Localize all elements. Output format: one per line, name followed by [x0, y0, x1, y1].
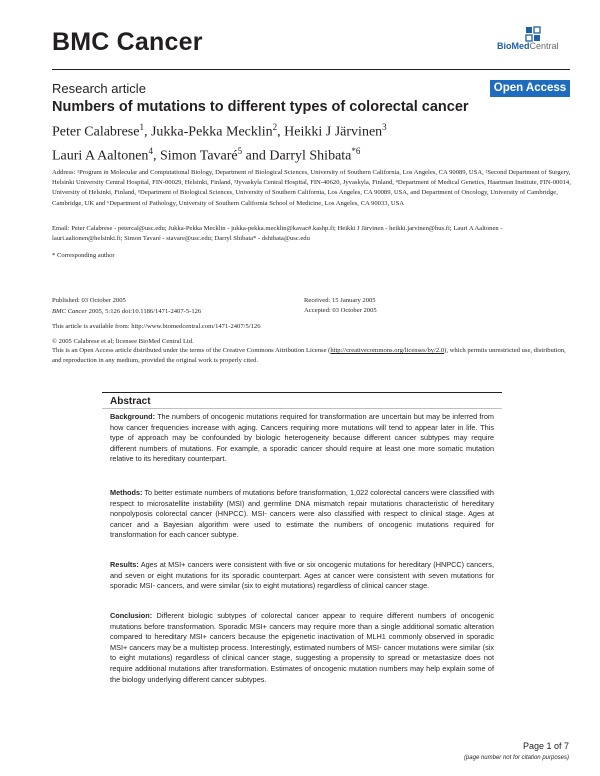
biomed-central-logo-text: BioMedCentral	[497, 41, 559, 51]
abstract-results: Results: Ages at MSI+ cancers were consistent with five or six oncogenic mutations for hereditary (HNPCC) cancers, and seven or eight mutations for its sporadic counterpart. Ages at cancer were consistent with seven mutations for sporadic MSI- cancers, and were similar (six to eight mutations) regardless of clinical cancer stage.	[110, 560, 494, 591]
license-link[interactable]: http://creativecommons.org/licenses/by/2.0	[330, 347, 445, 354]
article-title: Numbers of mutations to different types of colorectal cancer	[52, 99, 469, 115]
citation: BMC Cancer 2005, 5:126 doi:10.1186/1471-2407-5-126	[52, 308, 202, 315]
author-name: Darryl Shibata	[269, 148, 352, 164]
journal-title: BMC Cancer	[52, 28, 203, 56]
biomed-central-logo[interactable]	[497, 26, 569, 54]
author-affiliation: *6	[351, 145, 361, 156]
author-affiliation: 4	[148, 145, 153, 156]
section-label: Conclusion:	[110, 611, 153, 620]
abstract-conclusion: Conclusion: Different biologic subtypes of colorectal cancer appear to require different numbers of oncogenic mutations before transformation. Sporadic MSI+ cancers may require more than a single additional somatic alteration compared to hereditary MSI+ cancers because the epigenetic inactivation of MLH1 commonly observed in sporadic MSI+ cancers may be a multistep process. Interestingly, estimated numbers of MSI- cancer mutations were similar (six to eight mutations) regardless of clinical cancer stage, suggesting a propensity to spread or metastasize does not require additional mutations after transformation. Estimates of oncogenic mutation numbers may help explain some of the biology underlying different cancer subtypes.	[110, 611, 494, 684]
page-number-note: (page number not for citation purposes)	[463, 755, 569, 761]
author-emails[interactable]: Email: Peter Calabrese - petercal@usc.edu; Jukka-Pekka Mecklin - jukka-pekka.mecklin@kavac#.kashp.fi; Heikki J Järvinen - heikki.jarvinen@hus.fi; Lauri A Aaltonen - lauri.aaltonen@helsinki.fi; Simon Tavaré - stavare@usc.edu; Darryl Shibata* - dshibata@usc.edu	[52, 225, 503, 243]
author-affiliation: 1	[139, 122, 144, 132]
abstract-background: Background: The numbers of oncogenic mutations required for transformation are uncertain but may be inferred from how cancer frequencies increase with aging. Cancers requiring more mutations will tend to appear later in life. This type of approach may be confounded by biologic heterogeneity because different cancer subtypes may require different numbers of mutations. For example, a sporadic cancer should require at least one more somatic mutation relative to its hereditary counterpart.	[110, 412, 494, 464]
article-url[interactable]: This article is available from: http://www.biomedcentral.com/1471-2407/5/126	[52, 323, 261, 330]
corresponding-author-note: * Corresponding author	[52, 252, 115, 259]
accepted-date: Accepted: 03 October 2005	[304, 307, 377, 315]
abstract-divider	[102, 408, 502, 409]
author-name: Peter Calabrese	[52, 124, 140, 140]
author-affiliation: 3	[382, 122, 387, 132]
copyright: © 2005 Calabrese et al; licensee BioMed Central Ltd.	[52, 338, 194, 345]
author-name: Jukka-Pekka Mecklin	[150, 124, 273, 140]
author-affiliation: 2	[272, 122, 278, 132]
open-access-badge[interactable]: Open Access	[490, 80, 570, 97]
published-date: Published: 03 October 2005	[52, 297, 126, 304]
author-name: Heikki J Järvinen	[284, 124, 383, 140]
abstract-heading: Abstract	[110, 396, 151, 407]
received-date: Received: 15 January 2005	[304, 297, 376, 304]
author-list	[52, 118, 552, 165]
received-accepted-dates	[304, 296, 377, 316]
license-statement: This is an Open Access article distributed under the terms of the Creative Commons Attribution License (http://creativecommons.org/licenses/by/2.0), which permits unrestricted use, distribution, and reproduction in any medium, provided the original work is properly cited.	[52, 347, 566, 365]
article-type: Research article	[52, 81, 146, 96]
author-affiliation: 5	[237, 145, 243, 156]
section-label: Results:	[110, 560, 139, 569]
author-line-2: Lauri A Aaltonen$^4$, Simon Tavaré$^5$ and Darryl Shibata$^{*6}$	[52, 145, 361, 164]
section-label: Methods:	[110, 488, 143, 497]
biomed-central-logo-icon	[525, 26, 541, 42]
author-name: Simon Tavaré	[159, 148, 238, 164]
author-line-1: Peter Calabrese$^1$, Jukka-Pekka Mecklin$^2$, Heikki J Järvinen$^3$	[52, 122, 387, 140]
affiliations: Address: ¹Program in Molecular and Computational Biology, Department of Biological Sciences, University of Southern California, Los Angeles, CA 90089, USA, ²Second Department of Surgery, Helsinki University Central Hospital, FIN-00029, Helsinki, Finland, ³Jyvaskyla Central Hospital, FIN-40620, Jyvaskyla, Finland, ⁴Department of Medical Genetics, Haartman Institute, FIN-00014, University of Helsinki, Finland, ⁵Department of Biological Sciences, University of Southern California, Los Angeles, CA 90089, USA, and Department of Oncology, University of Cambridge, Cambridge, UK and ⁶Department of Pathology, University of Southern California School of Medicine, Los Angeles, CA 90033, USA	[52, 169, 571, 207]
author-name: Lauri A Aaltonen	[52, 148, 149, 164]
abstract-methods: Methods: To better estimate numbers of mutations before transformation, 1,022 colorectal cancers were classified with respect to microsatellite instability (MSI) and germline DNA mismatch repair mutations characteristic of hereditary nonpolyposis colorectal cancer (HNPCC). MSI- cancers were also classified with respect to clinical stage. Ages at cancer and a Bayesian algorithm were used to estimate the numbers of oncogenic mutations required for transformation for each cancer subtype.	[110, 488, 494, 540]
header-divider	[52, 69, 570, 70]
page-number: Page 1 of 7	[522, 741, 569, 751]
section-label: Background:	[110, 412, 155, 421]
